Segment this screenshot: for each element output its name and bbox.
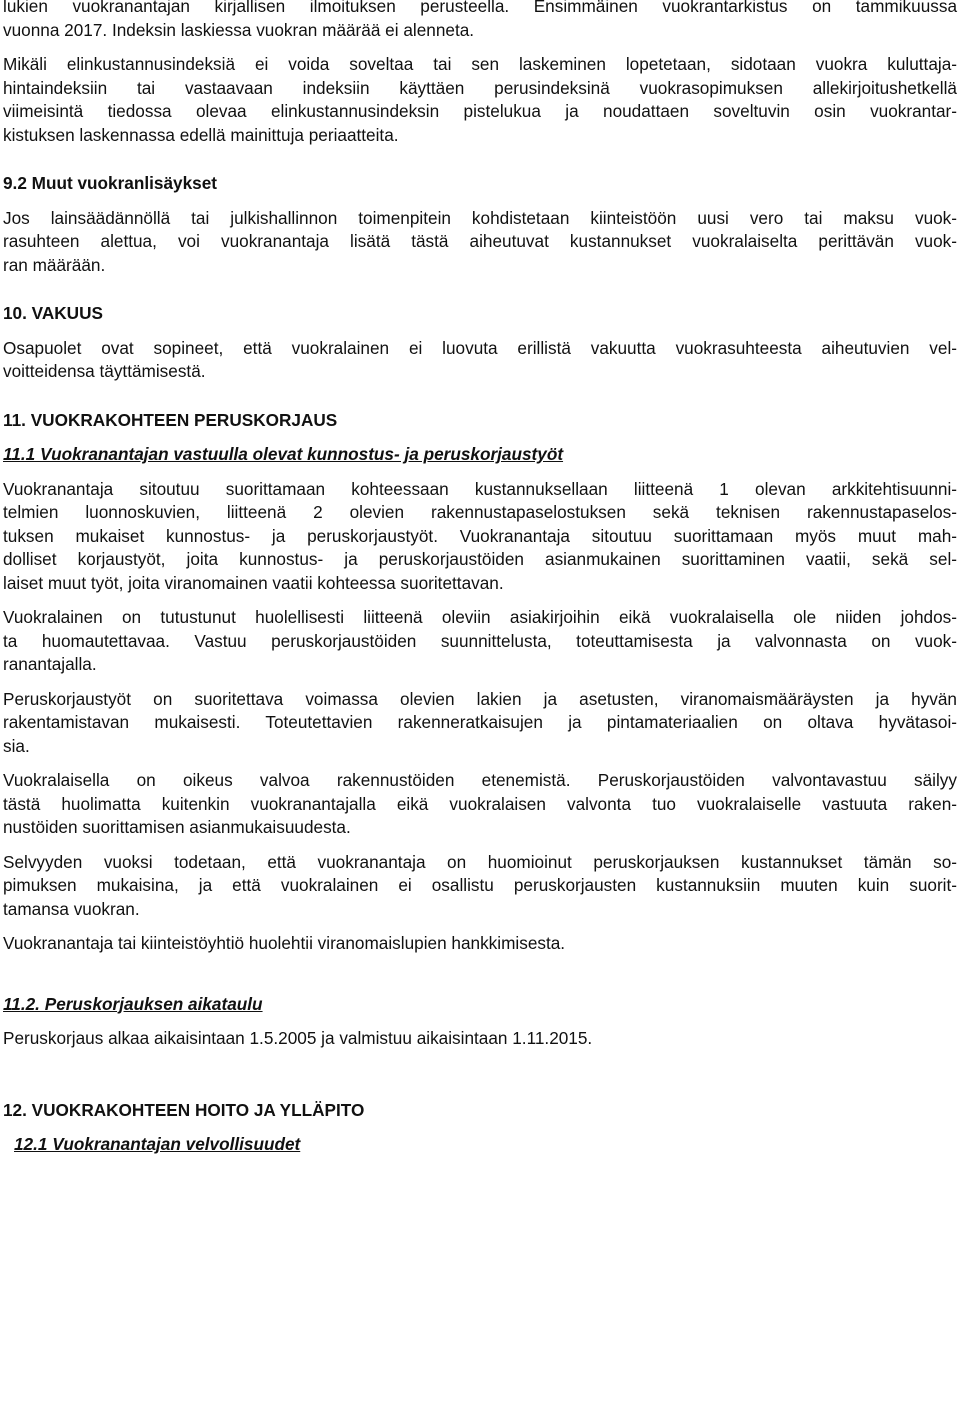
- text-line: Mikäli elinkustannusindeksiä ei voida soveltaa tai sen laskeminen lopetetaan, sidotaan vuokra kuluttaja-: [3, 54, 957, 74]
- paragraph-other-rent-increases: [3, 207, 957, 278]
- text-line: sia.: [3, 735, 30, 756]
- text-line: ranantajalla.: [3, 654, 97, 674]
- text-line: ta huomautettavaa. Vastuu peruskorjaustöiden suunnittelusta, toteuttamisesta ja valvonnasta on vuok-: [3, 630, 957, 651]
- text-line: vuonna 2017. Indeksin laskiessa vuokran määrää ei alenneta.: [3, 19, 475, 40]
- text-line: Vuokranantaja sitoutuu suorittamaan kohteessaan kustannuksellaan liitteenä 1 olevan arkkitehtisuunni-: [3, 478, 957, 499]
- text-line: Jos lainsäädännöllä tai julkishallinnon toimenpitein kohdistetaan kiinteistöön uusi vero tai maksu vuok-: [3, 207, 957, 228]
- paragraph-legal-compliance: [3, 688, 957, 759]
- text-line: rasuhteen alettua, voi vuokranantaja lisätä tästä aiheutuvat kustannukset vuokralaiselta perittävän vuok-: [3, 231, 957, 251]
- text-line: kistuksen laskennassa edellä mainittuja periaatteita.: [3, 124, 399, 145]
- paragraph-supervision: [3, 769, 957, 840]
- section-heading-12-1: 12.1 Vuokranantajan velvollisuudet: [14, 1134, 301, 1154]
- text-line: tamansa vuokran.: [3, 898, 140, 919]
- text-line: laiset muut työt, joita viranomainen vaatii kohteessa suoritettavan.: [3, 572, 504, 593]
- text-line: telmien luonnoskuvien, liitteenä 2 olevien rakennustapaselostuksen sekä teknisen rakennustapaselos-: [3, 502, 957, 522]
- text-line: Peruskorjaus alkaa aikaisintaan 1.5.2005 ja valmistuu aikaisintaan 1.11.2015.: [3, 1028, 593, 1048]
- text-line: ran määrään.: [3, 254, 106, 275]
- text-line: Selvyyden vuoksi todetaan, että vuokranantaja on huomioinut peruskorjauksen kustannukset tämän so-: [3, 851, 957, 872]
- section-heading-10: 10. VAKUUS: [3, 303, 103, 323]
- text-line: rakentamistavan mukaisesti. Toteutettavien rakenneratkaisujen ja pintamateriaalien on oltava hyvätasoi-: [3, 712, 957, 732]
- text-line: hintaindeksiin tai vastaavaan indeksiin käyttäen perusindeksinä vuokrasopimuksen allekirjoitushetkellä: [3, 77, 957, 98]
- text-line: Vuokralaisella on oikeus valvoa rakennustöiden etenemistä. Peruskorjaustöiden valvontavastuu säilyy: [3, 770, 957, 790]
- text-line: voitteidensa täyttämisestä.: [3, 361, 206, 381]
- section-heading-12: 12. VUOKRAKOHTEEN HOITO JA YLLÄPITO: [3, 1099, 365, 1120]
- text-line: tuksen mukaiset kunnostus- ja peruskorjaustyöt. Vuokranantaja sitoutuu suorittamaan myös muut mah-: [3, 525, 957, 546]
- paragraph-index-substitute: [3, 53, 957, 147]
- text-line: nustöiden suorittamisen asianmukaisuudesta.: [3, 817, 351, 837]
- paragraph-permits: [3, 932, 957, 956]
- paragraph-cost-clarification: [3, 851, 957, 922]
- paragraph-renovation-works: [3, 478, 957, 596]
- text-line: lukien vuokranantajan kirjallisen ilmoituksen perusteella. Ensimmäinen vuokrantarkistus on tammikuussa: [3, 0, 957, 16]
- text-line: Vuokranantaja tai kiinteistöyhtiö huolehtii viranomaislupien hankkimisesta.: [3, 933, 566, 953]
- text-line: pimuksen mukaisina, ja että vuokralainen ei osallistu peruskorjausten kustannuksiin muuten kuin suorit-: [3, 875, 957, 895]
- text-line: Peruskorjaustyöt on suoritettava voimassa olevien lakien ja asetusten, viranomaismääräysten ja hyvän: [3, 688, 957, 709]
- paragraph-tenant-reviewed: [3, 606, 957, 677]
- section-heading-11-1: 11.1 Vuokranantajan vastuulla olevat kunnostus- ja peruskorjaustyöt: [3, 444, 564, 464]
- text-line: viimeisintä tiedossa olevaa elinkustannusindeksin pistelukua ja noudattaen soveltuvin osin vuokrantar-: [3, 101, 957, 121]
- section-heading-11: 11. VUOKRAKOHTEEN PERUSKORJAUS: [3, 409, 338, 430]
- text-line: Osapuolet ovat sopineet, että vuokralainen ei luovuta erillistä vakuutta vuokrasuhteesta aiheutuvien vel-: [3, 337, 957, 358]
- paragraph-schedule: [3, 1027, 957, 1051]
- section-heading-11-2: 11.2. Peruskorjauksen aikataulu: [3, 993, 263, 1014]
- text-line: tästä huolimatta kuitenkin vuokranantajalla eikä vuokralaisen valvonta tuo vuokralaiselle vastuuta raken-: [3, 793, 957, 814]
- paragraph-security: [3, 337, 957, 384]
- paragraph-index-revision: [3, 0, 957, 42]
- text-line: dolliset korjaustyöt, joita kunnostus- ja peruskorjaustöiden asianmukainen suorittaminen vaatii, sekä sel-: [3, 549, 957, 569]
- section-heading-9-2: 9.2 Muut vuokranlisäykset: [3, 173, 217, 193]
- text-line: Vuokralainen on tutustunut huolellisesti liitteenä oleviin asiakirjoihin eikä vuokralaisella ole niiden johdos-: [3, 607, 957, 627]
